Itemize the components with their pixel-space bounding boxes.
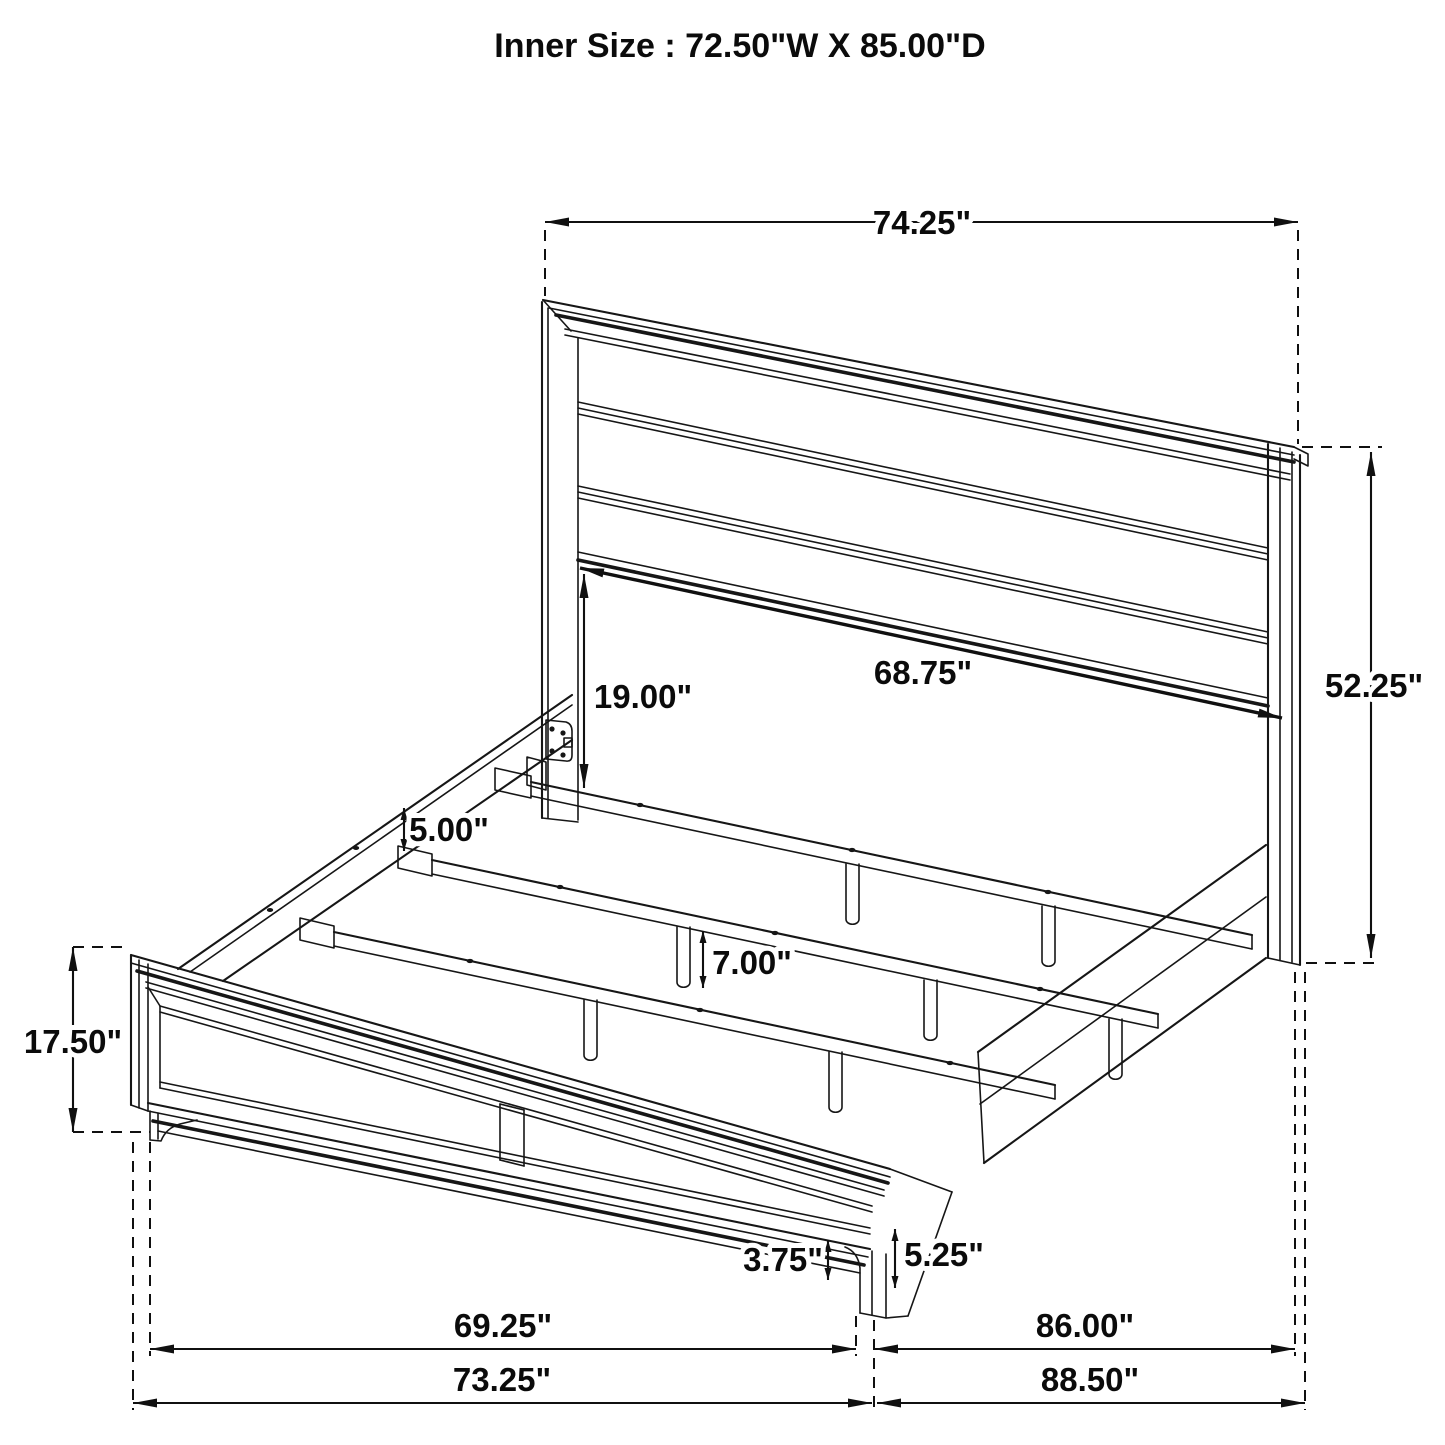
dim-label-overall-length: 88.50"	[1040, 1361, 1140, 1398]
slat-support-system	[178, 695, 1266, 1163]
dim-footboard-inner-width	[150, 1307, 856, 1349]
dim-label-panel-drop: 19.00"	[593, 678, 693, 715]
dim-label-foot-width: 73.25"	[452, 1361, 552, 1398]
dim-inner-length	[874, 1307, 1295, 1349]
dim-foot-leg-height	[895, 1229, 984, 1288]
dim-support-leg-height	[703, 931, 792, 988]
dim-headboard-height	[1302, 447, 1423, 963]
dim-label-foot-height: 17.50"	[23, 1023, 123, 1060]
dim-panel-to-rail	[584, 574, 692, 788]
dim-rail-height	[404, 808, 489, 851]
dim-headboard-width	[545, 204, 1298, 444]
dim-label-rail-height: 5.00"	[409, 811, 489, 848]
dim-label-foot-inner: 69.25"	[453, 1307, 553, 1344]
dim-label-foot-leg: 5.25"	[904, 1236, 984, 1273]
dim-label-foot-bracket: 3.75"	[743, 1241, 823, 1278]
dim-overall-length	[877, 1361, 1305, 1403]
page-title: Inner Size : 72.50"W X 85.00"D	[494, 27, 986, 65]
dim-foot-bracket-height	[743, 1240, 828, 1280]
dim-label-head-width: 74.25"	[872, 204, 972, 241]
dimension-annotations	[24, 204, 1423, 1410]
dim-label-inner-length: 86.00"	[1035, 1307, 1135, 1344]
headboard	[527, 300, 1308, 965]
dim-label-head-inner: 68.75"	[873, 654, 973, 691]
dim-label-head-height: 52.25"	[1324, 667, 1424, 704]
dim-label-support-leg: 7.00"	[712, 944, 792, 981]
dim-footboard-width	[133, 1361, 872, 1403]
